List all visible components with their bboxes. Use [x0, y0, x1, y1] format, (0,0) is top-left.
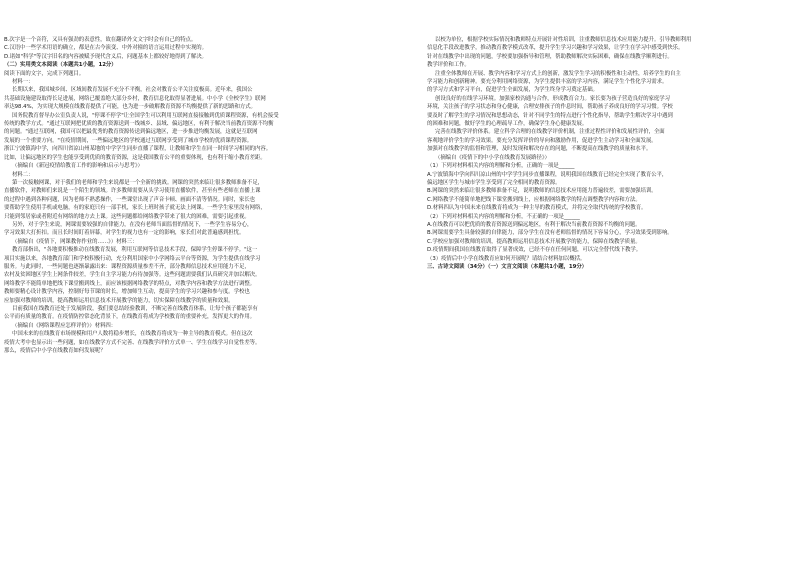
text-line: 共基础设施建设取得长足进展，网络已覆盖绝大部分乡村，教育信息化取得显著进展。中小学《全校学生》联网 [4, 95, 266, 102]
text-line: 率达98.4%，为实现大规模在线教育提供了可能，也为进一步破解教育资源不均衡提供了新的思路和方式。 [4, 104, 256, 111]
text-line: 的过程中遇到各种问题，因为老师不熟悉操作，一些课堂出现了声音卡顿、画面不清等情况。同时，家长也 [4, 196, 256, 203]
text-line: 网络教学不能简单地把线下课堂搬到线上，而应该根据网络教学的特点，对教学内容和教学方法进行调整。 [4, 280, 256, 287]
text-line: （2）下列对材料相关内容的理解和分析，不正确的一项是______ [427, 213, 580, 220]
text-line: 偏远地区学生与城市学生享受到了完全相同的教育资源。 [427, 179, 561, 186]
text-line: B.网课需要学生具备较强的自律能力，部分学生在没有老师监督的情况下容易分心，学习效果受到影响。 [427, 230, 673, 237]
text-line: 学习效果大打折扣。而且长时间盯着屏幕，对学生的视力也有一定的影响，家长们对此普遍感到担忧。 [4, 230, 245, 237]
text-line: 加强对在线教学的监督和管理，及时发现和解决存在的问题，不断提高在线教学的质量和水平。 [427, 146, 652, 153]
section-heading: （二）实用类文本阅读（本题共1小题，12分） [4, 62, 117, 69]
text-line: 国务院教育督导办公室负责人说，"停课不停学"让全国学生可以利用互联网直接接触到优质课程资源，有机会接受 [12, 112, 279, 119]
text-line: 只能到邻居家或者附近有网络的地方去上课。这些问题都给网络教学带来了很大的困难，需要引起重视。 [4, 213, 250, 220]
text-line: 信息化手段改进教学，推动教育教学模式改革，提升学生学习兴趣和学习效果，让学生在学习中感受到快乐。 [427, 45, 684, 52]
text-line: 长期以来，我国城乡间、区域间教育发展不充分不平衡，社会对教育公平关注度极高。近年来，我国公 [12, 87, 253, 94]
text-line: 发展的一个重要方向。"在疫情期间，一些偏远地区的学校通过互联网享受到了城市学校的优质课程资源。 [4, 137, 253, 144]
text-line: 教育部指出，"各地要积极推动在线教育发展，利用互联网等信息技术手段，保障学生停课不停学。"这一 [12, 247, 258, 254]
text-line: 的问题。"通过互联网，我国可以把最优秀的教育资源传送到偏远地区，进一步推进均衡发展，这就是互联网 [4, 129, 258, 136]
text-line: 第一次接触网课，对于我们的老师和学生来说都是一个全新的挑战。网课的突然来临让很多教师准备不足， [12, 179, 264, 186]
text-line: C.汉语中一些学术用语的确立，都是在古今演变、中外对撞的语言运用过程中实现的。 [4, 45, 207, 52]
text-line: D.疫情期间我国在线教育取得了显著成效，已经不存在任何问题，可以完全替代线下教学。 [427, 247, 642, 254]
text-line: 应加强对教师的培训，提高教师运用信息技术开展教学的能力，切实保障在线教学的质量和效果。 [4, 297, 234, 304]
text-line: 注重全体教师在开展、教学内容和学习方式上的创新，激发学生学习的积极性和主动性，培养学生的自主 [435, 70, 681, 77]
text-line: 以校为单位，根据学校实际情况和教师特点开展针对性培训，注重教师信息技术应用能力提升。引导教师利用 [435, 37, 692, 43]
text-line: 教师要精心设计教学内容，控制好每节课的时长，增加师生互动，提高学生的学习兴趣和参与度。学校也 [4, 289, 250, 296]
text-line: A.在线教育可以把优质的教育资源送到偏远地区，有利于解决当前教育资源不均衡的问题。 [427, 221, 641, 228]
text-line: 疫情大考中也显示出一些问题，如在线教学方式不完善、在线教学评价方式单一、学生在线学习自觉性差等。 [4, 339, 261, 346]
text-line: （摘编自《网络课程应怎样评价》）材料四： [12, 322, 117, 329]
text-line: （1）下列对材料相关内容的理解和分析，正确的一项是______ [427, 163, 575, 170]
text-line: C.学校应加强对教师的培训，提高教师运用信息技术开展教学的能力，保障在线教学质量。 [427, 238, 641, 245]
text-line: 要帮助学生使用手机或电脑，有的家庭只有一部手机，家长上班时孩子就无法上网课。一些学生家里没有网络， [4, 205, 266, 212]
text-line: 阅读下面的文字，完成下列题目。 [4, 70, 85, 77]
text-line: 公平而有质量的教育。在疫情防控常态化背景下，在线教育将成为学校教育的重要补充，发挥更大的作用。 [4, 314, 256, 321]
text-line: A.宁波镇海中学向四川凉山州的中学学生同步直播课程，说明我国在线教育已经完全实现了教育公平， [427, 171, 668, 178]
text-line: 教学评价和工作。 [427, 62, 470, 69]
text-line: 那么，疫情后中小学在线教育如何发展呢？ [4, 348, 106, 355]
text-line: 传统的教学方式。"通过互联网把优质的教育资源送到一线城乡、县域、偏远地区，有利于解决当前教育资源不均衡 [4, 121, 274, 128]
text-line: 的学习方式和学习平台，促进学生全面发展，为学生终身学习奠定基础。 [427, 87, 598, 94]
text-line: （摘编自《疫情下的中小学在线教育发展路径》） [435, 154, 550, 161]
text-line: C.网络教学不能简单地把线下课堂搬到线上，应根据网络教学的特点调整教学内容和方法。 [427, 196, 641, 203]
text-line: 客观地评价学生的学习效果。要充分发挥评价的导向和激励作用，促进学生主动学习和全面发展。 [427, 137, 657, 144]
text-line: 中国未来的在线教育市场规模和用户人数将稳步增长，在线教育将成为一种主导的教育模式。但在这次 [12, 331, 253, 338]
text-line: D.材料四认为中国未来在线教育将成为一种主导的教育模式，并将完全取代传统的学校教育。 [427, 205, 647, 212]
text-line: 材料二： [12, 171, 34, 178]
text-line: 浙江宁波镇海中学，向四川省凉山州某地的中学学生同步直播了课程，让教师和学生在同一时间学习相同的内容。 [4, 146, 272, 153]
right-column [427, 36, 789, 271]
text-line: B.网课的突然来临让很多教师准备不足，说明教师的信息技术应用能力普遍较差，需要加强培训。 [427, 188, 657, 195]
text-line: （3）疫情后中小学在线教育应如何开展呢？请结合材料加以概括。 [427, 255, 586, 262]
text-line: 学习能力和创新精神。要充分利用网络资源，为学生提供丰富的学习内容，满足学生个性化学习需求。 [427, 79, 668, 86]
text-line: B.次字是一个音符，又具有强劲的表意性，故在翻译外文文字时会有自己的特点。 [4, 37, 197, 43]
text-line: 项目实施以来，各地教育部门和学校积极行动，充分利用国家中小学网络云平台等资源，为学生提供在线学习 [4, 255, 261, 262]
text-line: 环境，关注孩子的学习状态和身心健康，合理安排孩子的作息时间，帮助孩子养成良好的学习习惯。学校 [427, 104, 673, 111]
left-column [4, 36, 366, 355]
text-line: 目前我国在线教育还处于发展阶段，我们要总结经验教训，不断完善在线教育体系，让每个孩子都能享有 [12, 306, 258, 312]
text-line: 材料一： [12, 79, 34, 86]
text-line: 创设良好的在线学习环境。加强家校沟通与合作，形成教育合力。家长要为孩子营造良好的家庭学习 [435, 95, 670, 102]
text-line: 要及时了解学生的学习情况和思想动态，针对不同学生的特点进行个性化指导，帮助学生解决学习中遇到 [427, 112, 673, 119]
text-line: D.诸如"科学"等汉字旧名的内容被赋予现代含义后，问题基本上都较好地得到了解决。 [4, 53, 207, 60]
text-line: 比如，让偏远地区的学生也能享受到优质的教育资源，这是我国教育公平的重要体现，也有利于缩小教育差距。 [4, 154, 266, 161]
text-line: 针对在线教学中出现的问题，学校要加强指导和管理，帮助教师解决实际困难，确保在线教学顺利进行。 [427, 53, 673, 60]
text-line: 农村及贫困地区学生上网条件较差，学生自主学习能力有待加强等。这些问题需要我们认真研究并加以解决。 [4, 272, 261, 279]
section-heading: 三、古诗文阅读（34分）（一）文言文阅读（本题共1小题，19分） [427, 263, 588, 270]
text-line: （摘编自《疫情下，网课教你作业的……》）材料三： [12, 238, 138, 245]
text-line: 另外，对于学生来说，网课需要较强的自律能力，在没有老师当面监督的情况下，一些学生容易分心， [12, 221, 253, 228]
text-line: 直播软件，对教师们来说是一个陌生的领域。许多教师需要从头学习使用直播软件，甚至有些老师在直播上课 [4, 188, 261, 195]
text-line: （摘编自《新冠疫情给教育工作的影响和启示与思考》） [12, 163, 143, 170]
text-line: 的困难和问题，做好学生的心理疏导工作，确保学生身心健康发展。 [427, 121, 588, 128]
text-line: 服务。与此同时，一些问题也逐渐暴露出来：课程资源质量参差不齐，部分教师信息技术应用能力不足， [4, 263, 250, 270]
text-line: 完善在线教学评价体系。建立科学合理的在线教学评价机制，注重过程性评价和发展性评价，全面 [435, 129, 665, 136]
